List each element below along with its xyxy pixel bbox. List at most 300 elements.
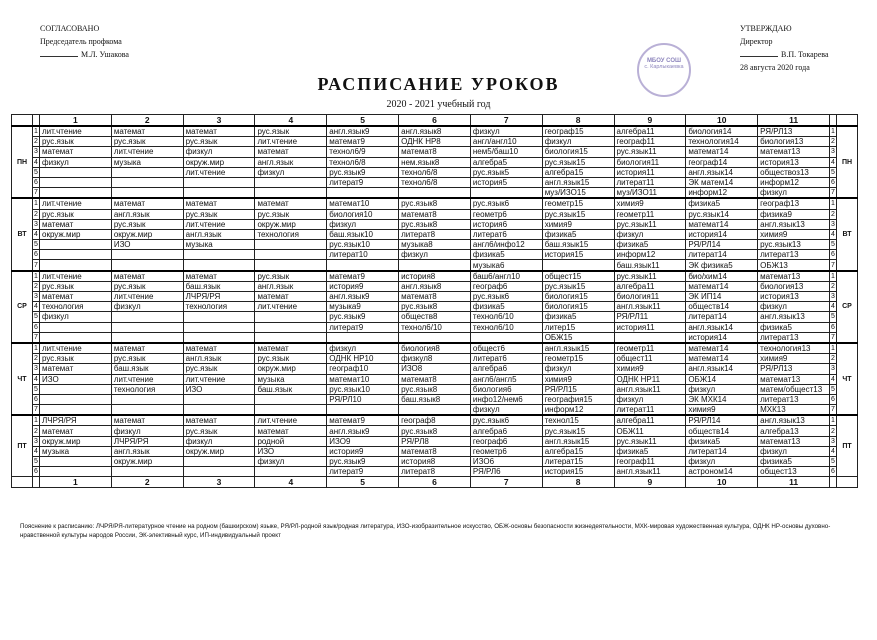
column-number: 1 xyxy=(40,477,112,488)
lesson-cell xyxy=(614,332,686,343)
column-number: 6 xyxy=(399,115,471,127)
lesson-cell: физкул xyxy=(686,457,758,467)
lesson-cell: общест15 xyxy=(542,271,614,282)
lesson-cell: математ14 xyxy=(686,147,758,157)
lesson-cell: баш.язык11 xyxy=(614,260,686,271)
lesson-cell: литерат13 xyxy=(758,250,830,260)
lesson-number: 4 xyxy=(34,230,38,238)
confirm-signature-line xyxy=(740,48,829,61)
lesson-cell: литерат6 xyxy=(470,354,542,364)
lesson-cell: географ6 xyxy=(470,436,542,446)
lesson-cell: физика5 xyxy=(758,457,830,467)
lesson-cell: история8 xyxy=(399,271,471,282)
lesson-cell xyxy=(255,332,327,343)
lesson-cell: физкул xyxy=(686,384,758,394)
lesson-cell: окруж.мир xyxy=(111,229,183,239)
lesson-cell: РЯ/РЛ6 xyxy=(470,467,542,477)
table-row xyxy=(12,384,858,394)
lesson-number: 4 xyxy=(831,447,835,455)
lesson-number: 7 xyxy=(33,260,40,271)
lesson-cell: ЛЧРЯ/РЯ xyxy=(111,436,183,446)
lesson-cell xyxy=(542,260,614,271)
lesson-cell xyxy=(111,332,183,343)
lesson-cell: ЭК матем14 xyxy=(686,177,758,187)
day-label: ПТ xyxy=(837,415,858,477)
corner-cell xyxy=(830,477,837,488)
lesson-cell: астроном14 xyxy=(686,467,758,477)
lesson-cell: история13 xyxy=(758,292,830,302)
lesson-cell: баш.язык10 xyxy=(327,229,399,239)
lesson-cell: англ.язык xyxy=(255,157,327,167)
lesson-number: 5 xyxy=(34,313,38,321)
lesson-cell: геометр6 xyxy=(470,446,542,456)
confirm-date: 28 августа 2020 года xyxy=(740,63,810,72)
lesson-cell: ОДНК НР8 xyxy=(399,137,471,147)
lesson-number: 2 xyxy=(34,138,38,146)
lesson-cell: физкул xyxy=(255,167,327,177)
lesson-cell xyxy=(183,467,255,477)
lesson-cell: рус.язык11 xyxy=(614,219,686,229)
lesson-cell: рус.язык xyxy=(40,137,112,147)
day-label: ВТ xyxy=(12,198,33,270)
lesson-cell: ЭК ИП14 xyxy=(686,292,758,302)
lesson-cell: англ.язык13 xyxy=(758,415,830,426)
day-label: СР xyxy=(12,271,33,343)
lesson-cell: физкул xyxy=(40,312,112,322)
lesson-cell: физкул xyxy=(183,147,255,157)
day-label: ЧТ xyxy=(837,343,858,415)
table-row xyxy=(12,312,858,322)
lesson-cell: математ9 xyxy=(327,271,399,282)
lesson-cell xyxy=(40,167,112,177)
lesson-number: 7 xyxy=(830,188,837,199)
lesson-cell: математ xyxy=(255,198,327,209)
lesson-cell: англ6/инфо12 xyxy=(470,240,542,250)
lesson-number: 4 xyxy=(831,158,835,166)
lesson-cell: технология xyxy=(111,384,183,394)
lesson-cell: англ.язык9 xyxy=(327,126,399,137)
table-row xyxy=(12,219,858,229)
lesson-cell: англ.язык11 xyxy=(614,467,686,477)
lesson-cell: алгебра5 xyxy=(470,157,542,167)
lesson-number: 2 xyxy=(831,138,835,146)
lesson-cell: музыка8 xyxy=(399,240,471,250)
lesson-cell: баш.язык15 xyxy=(542,240,614,250)
lesson-cell: литерат8 xyxy=(399,229,471,239)
lesson-number: 6 xyxy=(34,468,38,476)
column-number: 10 xyxy=(686,477,758,488)
column-number: 6 xyxy=(399,477,471,488)
lesson-cell: рус.язык xyxy=(183,426,255,436)
lesson-cell xyxy=(183,322,255,332)
lesson-cell: родной xyxy=(255,436,327,446)
lesson-number: 3 xyxy=(831,293,835,301)
lesson-cell: химия9 xyxy=(758,229,830,239)
lesson-cell: муз/ИЗО15 xyxy=(542,188,614,199)
table-row xyxy=(12,167,858,177)
lesson-cell: технол6/10 xyxy=(399,322,471,332)
lesson-number: 5 xyxy=(831,241,835,249)
lesson-cell: физкул xyxy=(542,364,614,374)
lesson-cell: музыка9 xyxy=(327,302,399,312)
table-row xyxy=(12,415,858,426)
lesson-cell: баш.язык xyxy=(111,364,183,374)
lesson-cell: англ.язык xyxy=(111,446,183,456)
lesson-cell: математ8 xyxy=(399,446,471,456)
lesson-cell: математ xyxy=(40,292,112,302)
lesson-number: 7 xyxy=(33,188,40,199)
lesson-number: 1 xyxy=(33,343,40,354)
lesson-cell: рус.язык13 xyxy=(758,240,830,250)
lesson-number: 1 xyxy=(33,415,40,426)
lesson-number: 5 xyxy=(34,385,38,393)
lesson-number: 4 xyxy=(34,447,38,455)
lesson-cell: история14 xyxy=(686,332,758,343)
corner-cell xyxy=(837,115,858,127)
lesson-cell: РЯ/РЛ10 xyxy=(327,394,399,404)
confirm-name: В.П. Токарева xyxy=(781,50,829,59)
lesson-cell xyxy=(40,384,112,394)
lesson-cell: рус.язык xyxy=(183,209,255,219)
lesson-cell: англ.язык xyxy=(111,209,183,219)
lesson-cell: рус.язык xyxy=(255,209,327,219)
lesson-cell: физика5 xyxy=(686,436,758,446)
lesson-cell: рус.язык xyxy=(183,364,255,374)
lesson-cell xyxy=(183,394,255,404)
table-row xyxy=(12,436,858,446)
column-number: 9 xyxy=(614,477,686,488)
lesson-number: 3 xyxy=(831,220,835,228)
lesson-cell: окруж.мир xyxy=(183,157,255,167)
lesson-cell: окруж.мир xyxy=(111,457,183,467)
lesson-cell xyxy=(183,188,255,199)
table-row xyxy=(12,457,858,467)
lesson-number: 6 xyxy=(34,323,38,331)
lesson-cell: информ12 xyxy=(686,188,758,199)
lesson-cell xyxy=(327,405,399,416)
lesson-cell: музыка xyxy=(111,157,183,167)
lesson-cell: географ13 xyxy=(758,198,830,209)
lesson-number: 6 xyxy=(34,395,38,403)
lesson-cell: англ.язык15 xyxy=(542,436,614,446)
lesson-cell: история11 xyxy=(614,167,686,177)
column-number: 3 xyxy=(183,477,255,488)
table-row xyxy=(12,405,858,416)
approval-signature-line xyxy=(40,48,129,61)
lesson-cell xyxy=(111,322,183,332)
lesson-cell: лит.чтение xyxy=(40,198,112,209)
table-row xyxy=(12,188,858,199)
lesson-cell: рус.язык xyxy=(111,137,183,147)
corner-cell xyxy=(830,115,837,127)
lesson-cell: литерат14 xyxy=(686,312,758,322)
lesson-number: 6 xyxy=(831,323,835,331)
lesson-cell: рус.язык xyxy=(111,281,183,291)
lesson-cell: геометр15 xyxy=(542,354,614,364)
approval-position: Председатель профкома xyxy=(40,37,122,46)
table-row xyxy=(12,343,858,354)
lesson-number: 3 xyxy=(34,293,38,301)
lesson-cell xyxy=(255,177,327,187)
lesson-cell: литер15 xyxy=(542,322,614,332)
lesson-cell: история9 xyxy=(327,446,399,456)
lesson-cell: химия9 xyxy=(686,405,758,416)
lesson-cell: общест6 xyxy=(470,343,542,354)
lesson-cell: литерат9 xyxy=(327,177,399,187)
lesson-cell: рус.язык xyxy=(183,137,255,147)
lesson-number: 3 xyxy=(34,437,38,445)
lesson-cell xyxy=(183,250,255,260)
lesson-cell: физика5 xyxy=(686,198,758,209)
lesson-cell xyxy=(40,260,112,271)
lesson-cell: лит.чтение xyxy=(183,374,255,384)
lesson-cell: химия9 xyxy=(542,219,614,229)
lesson-cell xyxy=(183,457,255,467)
table-row xyxy=(12,137,858,147)
lesson-cell: литерат15 xyxy=(542,457,614,467)
lesson-cell: физика5 xyxy=(542,229,614,239)
lesson-cell: англ.язык8 xyxy=(399,281,471,291)
lesson-cell: рус.язык xyxy=(111,219,183,229)
lesson-cell: математ xyxy=(255,343,327,354)
lesson-number: 3 xyxy=(34,148,38,156)
lesson-cell xyxy=(327,332,399,343)
table-row xyxy=(12,446,858,456)
lesson-cell: геометр6 xyxy=(470,209,542,219)
lesson-cell: англ.язык9 xyxy=(327,426,399,436)
confirm-position: Директор xyxy=(740,37,773,46)
lesson-cell xyxy=(111,405,183,416)
lesson-cell xyxy=(183,260,255,271)
table-row xyxy=(12,157,858,167)
lesson-cell: математ13 xyxy=(758,374,830,384)
lesson-cell xyxy=(399,405,471,416)
lesson-cell: лит.чтение xyxy=(40,343,112,354)
lesson-number: 2 xyxy=(34,355,38,363)
lesson-cell: ИЗО9 xyxy=(327,436,399,446)
lesson-cell: музыка6 xyxy=(470,260,542,271)
lesson-cell xyxy=(111,250,183,260)
lesson-cell xyxy=(40,322,112,332)
table-row xyxy=(12,126,858,137)
lesson-cell: общест11 xyxy=(614,354,686,364)
lesson-cell xyxy=(255,188,327,199)
lesson-cell: англ6/англ5 xyxy=(470,374,542,384)
lesson-cell: рус.язык9 xyxy=(327,457,399,467)
table-row xyxy=(12,322,858,332)
lesson-cell: географ6 xyxy=(470,281,542,291)
lesson-cell: математ8 xyxy=(399,147,471,157)
lesson-cell: ИЗО xyxy=(255,446,327,456)
lesson-cell: математ13 xyxy=(758,436,830,446)
lesson-cell: англ.язык15 xyxy=(542,343,614,354)
lesson-cell: рус.язык15 xyxy=(542,281,614,291)
lesson-cell xyxy=(40,250,112,260)
column-number: 4 xyxy=(255,115,327,127)
lesson-cell: литерат9 xyxy=(327,322,399,332)
lesson-number: 2 xyxy=(34,427,38,435)
lesson-cell: история14 xyxy=(686,229,758,239)
lesson-number: 3 xyxy=(34,365,38,373)
lesson-cell: алгебра6 xyxy=(470,364,542,374)
lesson-cell: физкул xyxy=(758,302,830,312)
column-number: 9 xyxy=(614,115,686,127)
corner-cell xyxy=(12,115,33,127)
page-subtitle: 2020 - 2021 учебный год xyxy=(386,99,491,110)
lesson-cell: англ.язык xyxy=(255,281,327,291)
lesson-cell: биология10 xyxy=(327,209,399,219)
lesson-cell xyxy=(470,332,542,343)
lesson-cell: рус.язык11 xyxy=(614,436,686,446)
lesson-cell: алгебра15 xyxy=(542,446,614,456)
lesson-cell: информ12 xyxy=(758,177,830,187)
lesson-cell: алгебра15 xyxy=(542,167,614,177)
approval-name: М.Л. Ушакова xyxy=(81,50,129,59)
column-number: 2 xyxy=(111,477,183,488)
lesson-cell: рус.язык6 xyxy=(470,415,542,426)
stamp-text-2: с. Карлыкаевка xyxy=(644,64,684,70)
lesson-cell: технол15 xyxy=(542,415,614,426)
lesson-cell: рус.язык15 xyxy=(542,209,614,219)
lesson-cell: технол6/8 xyxy=(399,177,471,187)
lesson-cell: англ.язык xyxy=(183,229,255,239)
lesson-cell: физкул xyxy=(470,126,542,137)
lesson-number: 1 xyxy=(830,343,837,354)
lesson-cell: рус.язык15 xyxy=(542,426,614,436)
lesson-cell: окруж.мир xyxy=(40,229,112,239)
lesson-cell: информ12 xyxy=(542,405,614,416)
lesson-cell: музыка xyxy=(255,374,327,384)
table-row xyxy=(12,198,858,209)
lesson-cell: физкул xyxy=(183,436,255,446)
lesson-cell: географ8 xyxy=(399,415,471,426)
lesson-number: 5 xyxy=(831,385,835,393)
lesson-cell: математ8 xyxy=(399,374,471,384)
lesson-cell: англ.язык11 xyxy=(614,384,686,394)
lesson-cell: ОБЖ14 xyxy=(686,374,758,384)
lesson-number: 4 xyxy=(831,303,835,311)
lesson-cell: ИЗО xyxy=(111,240,183,250)
lesson-cell: физкул xyxy=(111,426,183,436)
lesson-number: 2 xyxy=(831,282,835,290)
lesson-cell: рус.язык6 xyxy=(470,198,542,209)
lesson-cell: рус.язык11 xyxy=(614,147,686,157)
day-label: ЧТ xyxy=(12,343,33,415)
lesson-cell: физика9 xyxy=(758,209,830,219)
lesson-cell: англ.язык8 xyxy=(399,126,471,137)
lesson-cell: англ.язык14 xyxy=(686,322,758,332)
lesson-cell: физкул xyxy=(758,188,830,199)
lesson-cell xyxy=(255,467,327,477)
lesson-cell: инфо12/нем6 xyxy=(470,394,542,404)
lesson-cell: ОДНК НР10 xyxy=(327,354,399,364)
table-row xyxy=(12,292,858,302)
lesson-cell: информ12 xyxy=(614,250,686,260)
lesson-cell: физкул xyxy=(614,394,686,404)
lesson-cell xyxy=(40,240,112,250)
lesson-cell: муз/ИЗО11 xyxy=(614,188,686,199)
lesson-cell xyxy=(40,394,112,404)
lesson-cell: физика5 xyxy=(614,446,686,456)
lesson-cell: алгебра11 xyxy=(614,126,686,137)
lesson-cell: обществ14 xyxy=(686,302,758,312)
lesson-cell: история8 xyxy=(399,457,471,467)
column-number: 8 xyxy=(542,115,614,127)
lesson-cell: окруж.мир xyxy=(40,436,112,446)
lesson-cell: рус.язык6 xyxy=(470,292,542,302)
confirm-title: УТВЕРЖДАЮ xyxy=(740,24,792,33)
lesson-cell: обществоз13 xyxy=(758,167,830,177)
lesson-number: 1 xyxy=(830,198,837,209)
lesson-cell: математ xyxy=(183,271,255,282)
lesson-cell: математ xyxy=(40,147,112,157)
lesson-number: 5 xyxy=(34,458,38,466)
lesson-cell: музыка xyxy=(183,240,255,250)
lesson-cell: рус.язык xyxy=(40,281,112,291)
lesson-cell: рус.язык11 xyxy=(614,271,686,282)
lesson-cell xyxy=(111,260,183,271)
lesson-cell: рус.язык xyxy=(111,354,183,364)
lesson-cell: технология13 xyxy=(758,343,830,354)
lesson-cell: физкул8 xyxy=(399,354,471,364)
lesson-cell: геометр11 xyxy=(614,343,686,354)
lesson-cell: литерат6 xyxy=(470,229,542,239)
column-number: 4 xyxy=(255,477,327,488)
lesson-cell: ОБЖ13 xyxy=(758,260,830,271)
lesson-cell: математ10 xyxy=(327,198,399,209)
lesson-number: 1 xyxy=(33,198,40,209)
lesson-cell: алгебра13 xyxy=(758,426,830,436)
lesson-number: 2 xyxy=(831,210,835,218)
lesson-cell: РЯ/РЛ11 xyxy=(614,312,686,322)
column-number: 3 xyxy=(183,115,255,127)
column-number: 5 xyxy=(327,115,399,127)
lesson-cell: литерат11 xyxy=(614,177,686,187)
lesson-cell: баш.язык xyxy=(183,281,255,291)
lesson-cell: технол6/10 xyxy=(470,322,542,332)
lesson-cell: математ14 xyxy=(686,343,758,354)
lesson-cell: технология xyxy=(255,229,327,239)
table-row xyxy=(12,281,858,291)
lesson-cell: англ.язык13 xyxy=(758,219,830,229)
lesson-cell: географ14 xyxy=(686,157,758,167)
lesson-cell: математ xyxy=(40,219,112,229)
lesson-cell: геометр15 xyxy=(542,198,614,209)
schedule-table xyxy=(11,114,858,488)
column-number: 10 xyxy=(686,115,758,127)
lesson-cell: биология8 xyxy=(399,343,471,354)
lesson-cell: рус.язык xyxy=(40,354,112,364)
lesson-number: 7 xyxy=(830,332,837,343)
lesson-cell: обществ14 xyxy=(686,426,758,436)
schedule-body xyxy=(12,126,858,477)
lesson-cell: биология15 xyxy=(542,292,614,302)
lesson-number: 6 xyxy=(34,179,38,187)
lesson-cell xyxy=(399,188,471,199)
lesson-cell: математ xyxy=(255,426,327,436)
lesson-cell: биология6 xyxy=(470,384,542,394)
lesson-cell xyxy=(183,312,255,322)
lesson-number: 2 xyxy=(831,355,835,363)
lesson-cell: лит.чтение xyxy=(40,271,112,282)
lesson-cell xyxy=(470,188,542,199)
lesson-cell: лит.чтение xyxy=(255,415,327,426)
lesson-cell: баш.язык8 xyxy=(399,394,471,404)
lesson-number: 5 xyxy=(831,168,835,176)
lesson-cell: лит.чтение xyxy=(111,374,183,384)
lesson-cell: технол6/10 xyxy=(470,312,542,322)
lesson-cell: лит.чтение xyxy=(183,167,255,177)
